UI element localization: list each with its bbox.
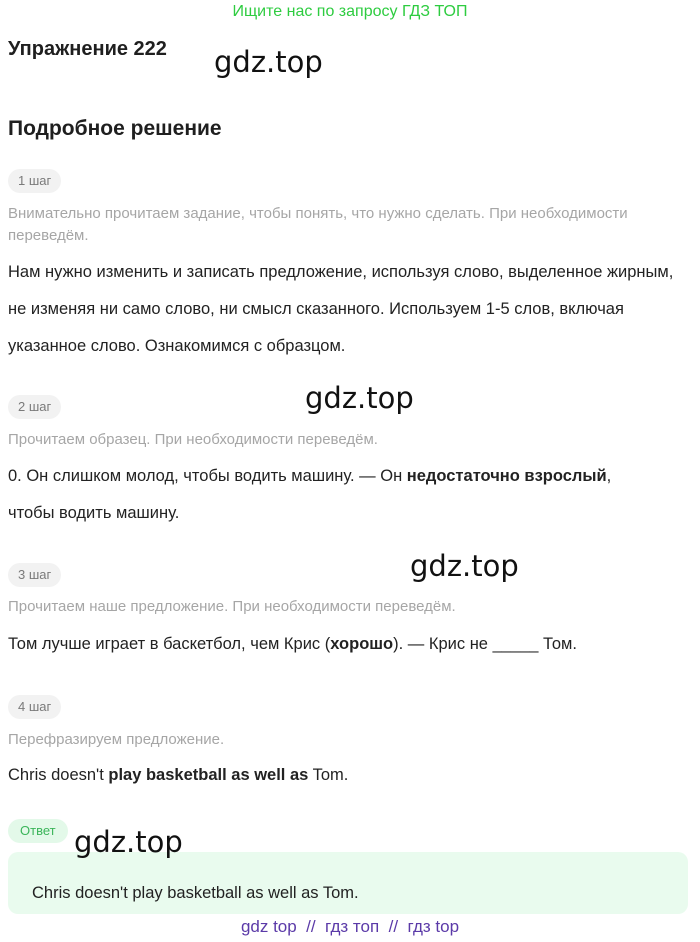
step-2-text-a: 0. Он слишком молод, чтобы водить машину. — Он xyxy=(8,467,407,485)
step-2-badge: 2 шаг xyxy=(8,395,61,419)
step-4-text-a: Chris doesn't xyxy=(8,766,109,784)
answer-text: Chris doesn't play basketball as well as Tom. xyxy=(32,884,359,902)
step-3-text xyxy=(8,626,692,663)
step-4-text-c: Tom. xyxy=(308,766,349,784)
watermark: gdz.top xyxy=(214,45,323,79)
step-4-hint: Перефразируем предложение. xyxy=(8,731,225,748)
step-2-text-c: , xyxy=(606,467,612,485)
step-3-text-c: ). — Крис не _____ Том. xyxy=(393,635,577,653)
step-1-hint: Внимательно прочитаем задание, чтобы понять, что нужно сделать. При необходимости переведём. xyxy=(8,205,628,244)
step-3-text-a: Том лучше играет в баскетбол, чем Крис ( xyxy=(8,635,331,653)
step-4-bold-phrase: play basketball as well as xyxy=(108,766,309,784)
section-title: Подробное решение xyxy=(8,117,222,140)
step-1-text: Нам нужно изменить и записать предложение, используя слово, выделенное жирным, не изменяя ни само слово, ни смысл сказанного. Используем 1-5 слов, включая указанное слово. Ознакомимся с образцом. xyxy=(8,263,674,355)
footer-links: gdz top // гдз топ // гдз top xyxy=(240,917,460,936)
step-3-badge: 3 шаг xyxy=(8,563,61,587)
step-2-hint: Прочитаем образец. При необходимости переведём. xyxy=(8,431,378,448)
step-4-badge: 4 шаг xyxy=(8,695,61,719)
step-2-text xyxy=(8,458,692,532)
step-4-text xyxy=(8,757,692,794)
step-3-bold-word: хорошо xyxy=(330,635,394,653)
search-banner: Ищите нас по запросу ГДЗ ТОП xyxy=(232,3,468,20)
step-2-bold-phrase: недостаточно взрослый xyxy=(406,467,607,485)
answer-box xyxy=(8,852,688,914)
step-1-badge: 1 шаг xyxy=(8,169,61,193)
watermark: gdz.top xyxy=(305,381,414,415)
watermark: gdz.top xyxy=(74,825,183,859)
exercise-title: Упражнение 222 xyxy=(8,38,167,60)
answer-badge: Ответ xyxy=(8,819,68,843)
watermark: gdz.top xyxy=(410,549,519,583)
step-3-hint: Прочитаем наше предложение. При необходимости переведём. xyxy=(8,598,456,615)
step-2-text-d: чтобы водить машину. xyxy=(8,504,180,522)
